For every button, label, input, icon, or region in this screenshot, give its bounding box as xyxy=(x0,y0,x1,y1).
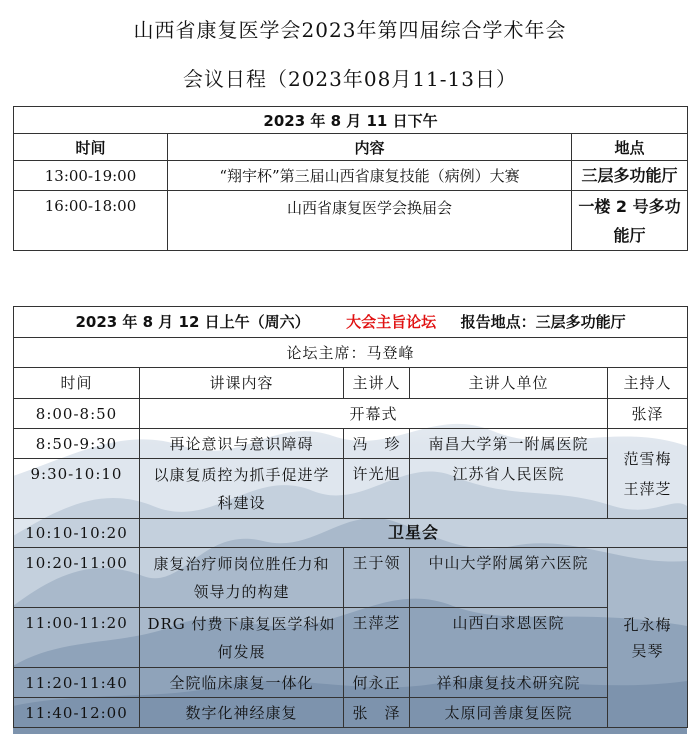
row-host: 范雪梅 王萍芝 xyxy=(608,429,688,519)
day2-heading xyxy=(14,307,688,338)
col-header-place: 地点 xyxy=(572,134,688,161)
forum-chair: 论坛主席：马登峰 xyxy=(14,338,688,368)
forum-name: 大会主旨论坛 xyxy=(346,313,437,331)
col-header-time: 时间 xyxy=(14,368,140,399)
page-title-line1: 山西省康复医学会2023年第四届综合学术年会 xyxy=(133,18,567,42)
row-speaker: 张 泽 xyxy=(344,698,410,728)
row-time: 13:00-19:00 xyxy=(14,161,168,191)
row-unit: 山西白求恩医院 xyxy=(410,608,608,668)
row-topic: DRG 付费下康复医学科如何发展 xyxy=(140,608,344,668)
row-time: 11:40-12:00 xyxy=(14,698,140,728)
row-speaker: 许光旭 xyxy=(344,459,410,519)
row-speaker: 王萍芝 xyxy=(344,608,410,668)
col-header-host: 主持人 xyxy=(608,368,688,399)
table-row xyxy=(14,161,688,191)
table-row xyxy=(14,429,688,459)
row-speaker: 何永正 xyxy=(344,668,410,698)
row-topic: 数字化神经康复 xyxy=(140,698,344,728)
col-header-speaker: 主讲人 xyxy=(344,368,410,399)
forum-venue: 报告地点：三层多功能厅 xyxy=(460,313,626,331)
row-time: 10:10-10:20 xyxy=(14,519,140,548)
opening-ceremony: 开幕式 xyxy=(140,399,608,429)
row-unit: 中山大学附属第六医院 xyxy=(410,548,608,608)
row-time: 11:00-11:20 xyxy=(14,608,140,668)
row-unit: 南昌大学第一附属医院 xyxy=(410,429,608,459)
row-time: 10:20-11:00 xyxy=(14,548,140,608)
day2-schedule-table xyxy=(13,306,688,728)
table-row xyxy=(14,191,688,251)
col-header-unit: 主讲人单位 xyxy=(410,368,608,399)
col-header-content: 内容 xyxy=(168,134,572,161)
col-header-topic: 讲课内容 xyxy=(140,368,344,399)
page-title-line2: 会议日程（2023年08月11-13日） xyxy=(182,67,517,91)
day1-date-heading: 2023 年 8 月 11 日下午 xyxy=(14,107,688,134)
row-unit: 祥和康复技术研究院 xyxy=(410,668,608,698)
row-time: 8:50-9:30 xyxy=(14,429,140,459)
row-topic: 以康复质控为抓手促进学科建设 xyxy=(140,459,344,519)
table-row xyxy=(14,608,688,668)
table-row xyxy=(14,548,688,608)
day1-schedule-table xyxy=(13,106,688,251)
row-time: 8:00-8:50 xyxy=(14,399,140,429)
row-place: 三层多功能厅 xyxy=(572,161,688,191)
row-unit: 江苏省人民医院 xyxy=(410,459,608,519)
row-time: 11:20-11:40 xyxy=(14,668,140,698)
row-place: 一楼 2 号多功能厅 xyxy=(572,191,688,251)
row-host: 张泽 xyxy=(608,399,688,429)
row-topic: 再论意识与意识障碍 xyxy=(140,429,344,459)
row-time: 9:30-10:10 xyxy=(14,459,140,519)
row-speaker: 冯 珍 xyxy=(344,429,410,459)
table-row xyxy=(14,668,688,698)
row-topic: 全院临床康复一体化 xyxy=(140,668,344,698)
table-row xyxy=(14,459,688,519)
table-row xyxy=(14,698,688,728)
row-topic: 康复治疗师岗位胜任力和领导力的构建 xyxy=(140,548,344,608)
col-header-time: 时间 xyxy=(14,134,168,161)
table-row xyxy=(14,519,688,548)
row-speaker: 王于领 xyxy=(344,548,410,608)
row-content: “翔宇杯”第三届山西省康复技能（病例）大赛 xyxy=(168,161,572,191)
row-time: 16:00-18:00 xyxy=(14,191,168,251)
satellite-session: 卫星会 xyxy=(140,519,688,548)
row-content: 山西省康复医学会换届会 xyxy=(168,191,572,251)
table-row xyxy=(14,399,688,429)
day2-date-heading: 2023 年 8 月 12 日上午（周六） xyxy=(75,313,310,331)
row-host: 孔永梅 吴琴 xyxy=(608,548,688,728)
row-unit: 太原同善康复医院 xyxy=(410,698,608,728)
